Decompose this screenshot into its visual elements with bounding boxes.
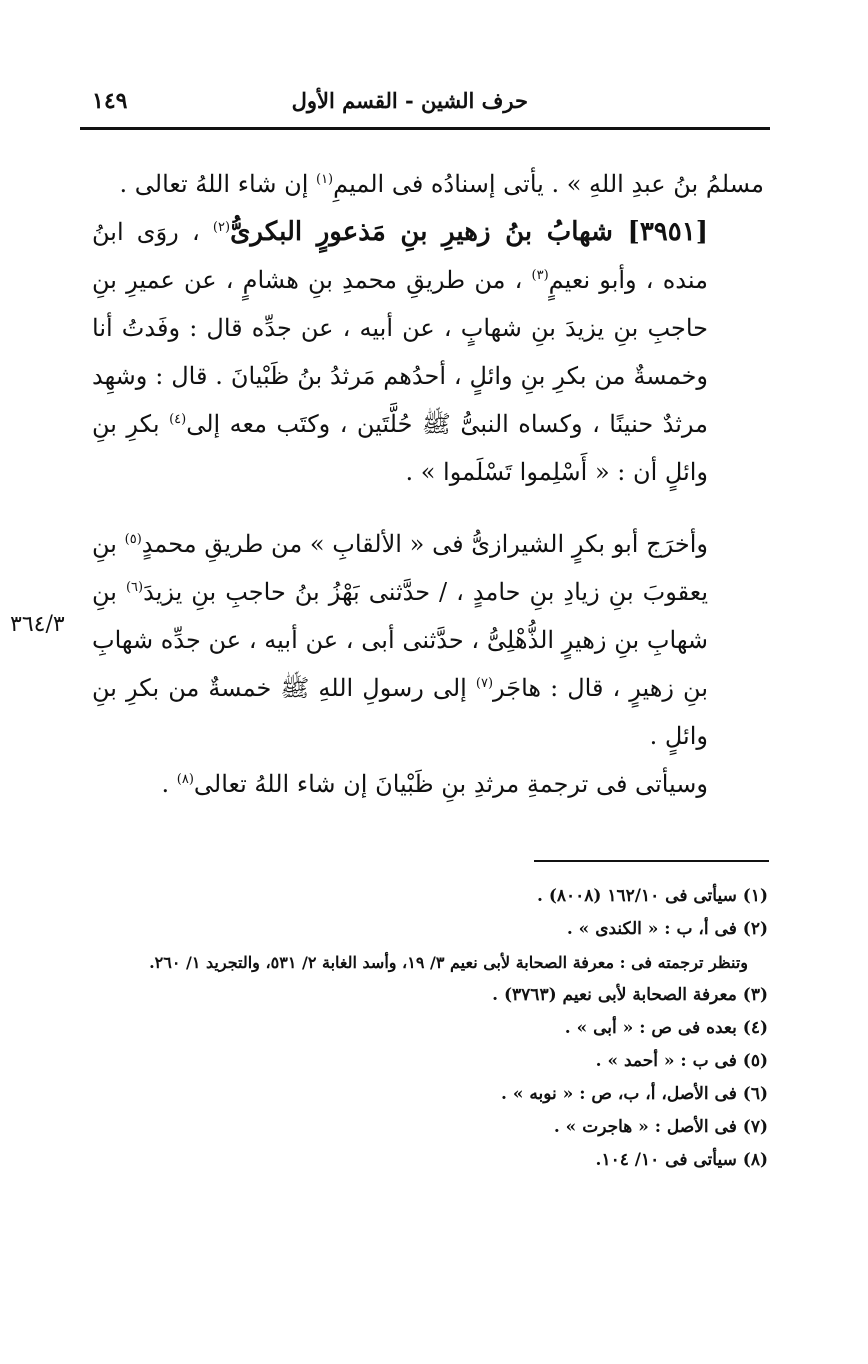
footnote-2-note: وتنظر ترجمته فى : معرفة الصحابة لأبى نعيم ٣/ ١٩، وأسد الغابة ٢/ ٥٣١، والتجريد ١/ ٢٦٠.	[149, 953, 748, 972]
footnote-1: (١) سيأتى فى ١٦٢/١٠ (٨٠٠٨) .	[536, 886, 768, 906]
page-number: ١٤٩	[92, 88, 128, 114]
footnote-ref: (٨)	[176, 772, 194, 787]
footnote-7: (٧) فى الأصل : « هاجرت » .	[553, 1117, 768, 1137]
footnote-ref: (٣)	[531, 268, 549, 283]
footnote-4: (٤) بعده فى ص : « أبى » .	[564, 1018, 768, 1038]
footnotes	[90, 880, 768, 1177]
margin-reference: ٣٦٤/٣	[10, 612, 65, 637]
entry-paragraph: [٣٩٥١] شهابُ بنُ زهيرِ بنِ مَذعورٍ البكرىُّ$^{(٢)}$ ، روَى ابنُ منده ، وأبو نعيمٍ$^{(٣)}$ ، من طريقِ محمدِ بنِ هشامٍ ، عن عميرِ بنِ حاجبِ بنِ يزيدَ بنِ شهابٍ ، عن أبيه ، عن جدِّه قال : وفَدتُ أنا وخمسةٌ من بكرِ بنِ وائلٍ ، أحدُهم مَرثدُ بنُ ظَبْيانَ . قال : وشهِد مرثدٌ حنينًا ، وكساه النبىُّ ﷺ حُلَّتَين ، وكتَب معه إلى$^{(٤)}$ بكرِ بنِ وائلٍ أن : « أَسْلِموا تَسْلَموا » .	[92, 217, 709, 486]
main-text	[92, 160, 764, 808]
footnote-6: (٦) فى الأصل، أ، ب، ص : « نوبه » .	[501, 1084, 768, 1104]
paragraph-see-also: وسيأتى فى ترجمةِ مرثدِ بنِ ظَبْيانَ إن شاء اللهُ تعالى$^{(٨)}$ .	[161, 770, 708, 798]
running-header	[80, 88, 768, 124]
footnote-5: (٥) فى ب : « أحمد » .	[595, 1051, 768, 1071]
footnote-ref: (٢)	[212, 220, 231, 235]
footnote-ref: (٧)	[475, 676, 494, 691]
footnote-ref: (٥)	[124, 532, 142, 547]
entry-heading: [٣٩٥١] شهابُ بنُ زهيرِ بنِ مَذعورٍ البكرىُّ	[230, 217, 709, 247]
footnote-ref: (١)	[315, 172, 334, 187]
header-rule	[80, 127, 770, 130]
running-title: حرف الشين - القسم الأول	[291, 88, 528, 113]
footnote-ref: (٤)	[169, 412, 187, 427]
footnote-3: (٣) معرفة الصحابة لأبى نعيم (٣٧٦٣) .	[492, 985, 768, 1005]
paragraph-continuation: مسلمُ بنُ عبدِ اللهِ » . يأتى إسنادُه فى الميمِ$^{(١)}$ إن شاء اللهُ تعالى .	[119, 170, 764, 198]
footnote-2: (٢) فى أ، ب : « الكندى » .	[566, 919, 768, 939]
footnote-ref: (٦)	[125, 580, 144, 595]
footnote-separator	[534, 860, 769, 862]
footnote-8: (٨) سيأتى فى ١٠/ ١٠٤.	[595, 1150, 768, 1170]
paragraph-shirazi: وأخرَج أبو بكرٍ الشيرازىُّ فى « الألقابِ » من طريقِ محمدٍ$^{(٥)}$ بنِ يعقوبَ بنِ زيادِ بنِ حامدٍ ، / حدَّثنى بَهْزُ بنُ حاجبِ بنِ يزيدَ$^{(٦)}$ بنِ شهابِ بنِ زهيرٍ الذُّهْلِىُّ ، حدَّثنى أبى ، عن أبيه ، عن جدِّه شهابِ بنِ زهيرٍ ، قال : هاجَر$^{(٧)}$ إلى رسولِ اللهِ ﷺ خمسةٌ من بكرِ بنِ وائلٍ .	[92, 530, 709, 750]
